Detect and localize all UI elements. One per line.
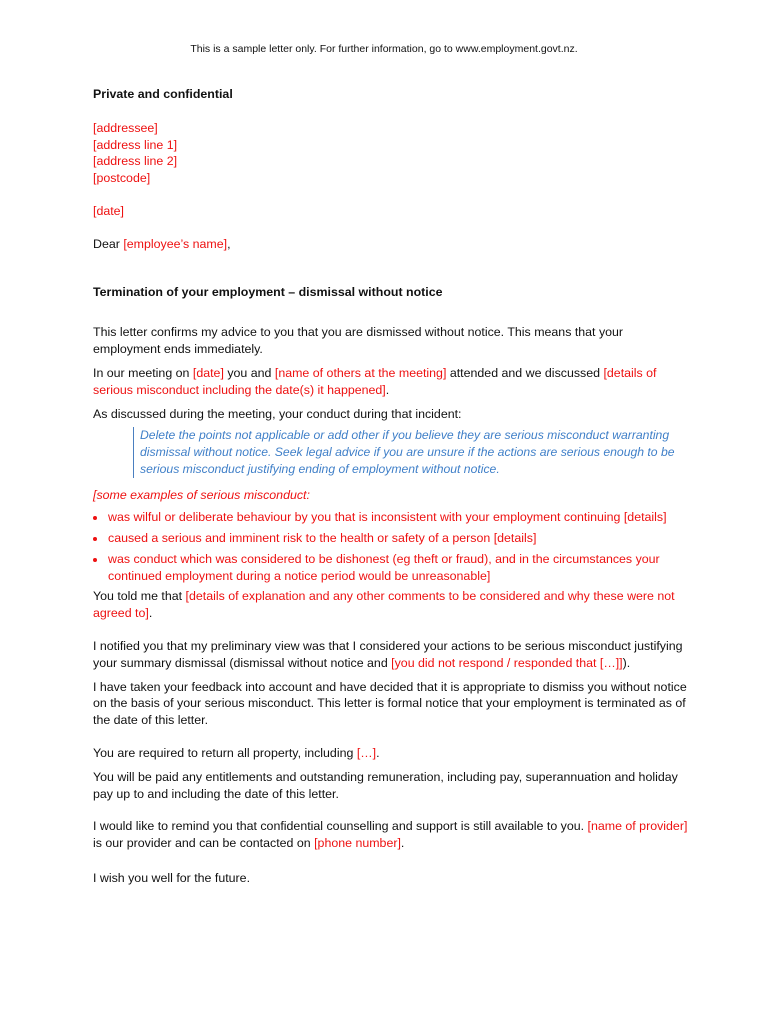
address-line: [postcode]: [93, 171, 151, 186]
greeting-name: [employee’s name]: [123, 236, 228, 251]
placeholder-text: [details of explanation and any other comments to be considered and why these were not agreed to]: [93, 589, 675, 621]
list-item-text: caused a serious and imminent risk to the health or safety of a person [details]: [108, 530, 537, 545]
greeting-dear: Dear: [93, 236, 124, 251]
address-line: [address line 2]: [93, 154, 178, 169]
text-run: you and: [223, 365, 275, 380]
letter-date: [date]: [93, 203, 125, 218]
paragraph-9: [93, 818, 693, 852]
text-run: ).: [622, 655, 631, 670]
address-block: [93, 120, 693, 187]
text-run: is our provider and can be contacted on: [93, 836, 315, 851]
list-item: [93, 509, 693, 526]
bullet-icon: [93, 558, 97, 562]
text-run: I notified you that my preliminary view was that I considered your actions to be serious misconduct justifying your summary dismissal (dismissal without notice and: [93, 638, 683, 670]
paragraph-6: I have taken your feedback into account and have decided that it is appropriate to dismiss you without notice on the basis of your serious misconduct. This letter is formal notice that your employment is terminated as of the date of this letter.: [93, 679, 687, 728]
confidential-label: Private and confidential: [93, 87, 233, 101]
text-run: .: [376, 745, 380, 760]
text-run: You told me that: [93, 589, 186, 604]
list-item-text: was wilful or deliberate behaviour by you that is inconsistent with your employment continuing [details]: [108, 510, 667, 525]
paragraph-2: [93, 365, 693, 399]
list-item: [93, 530, 693, 547]
address-line: [address line 1]: [93, 137, 178, 152]
text-run: attended and we discussed: [446, 365, 604, 380]
placeholder-text: [details of serious misconduct including the date(s) it happened]: [93, 365, 657, 397]
paragraph-7: [93, 745, 693, 762]
text-run: In our meeting on: [93, 365, 193, 380]
text-run: .: [148, 606, 153, 621]
placeholder-text: [date]: [192, 365, 224, 380]
paragraph-5: [93, 638, 693, 672]
placeholder-text: [name of provider]: [587, 819, 688, 834]
examples-list: [93, 509, 693, 584]
letter-subject: Termination of your employment – dismissal without notice: [93, 284, 443, 299]
placeholder-text: [name of others at the meeting]: [274, 365, 447, 380]
text-run: .: [400, 836, 405, 851]
examples-title: [some examples of serious misconduct:: [93, 488, 310, 503]
bullet-icon: [93, 516, 97, 520]
list-item: [93, 551, 693, 585]
list-item-text: was conduct which was considered to be dishonest (eg theft or fraud), and in the circumstances your continued employment during a notice period would be unreasonable]: [108, 551, 660, 583]
greeting-comma: ,: [227, 236, 231, 251]
text-run: .: [385, 382, 390, 397]
paragraph-10: I wish you well for the future.: [93, 870, 251, 885]
greeting: [93, 236, 693, 253]
text-run: You are required to return all property, including: [93, 745, 357, 760]
paragraph-1: This letter confirms my advice to you that you are dismissed without notice. This means that your employment ends immediately.: [93, 325, 624, 357]
bullet-icon: [93, 537, 97, 541]
address-line: [addressee]: [93, 120, 158, 135]
placeholder-text: […]: [356, 745, 377, 760]
paragraph-8: You will be paid any entitlements and outstanding remuneration, including pay, superannuation and holiday pay up to and including the date of this letter.: [93, 769, 678, 801]
placeholder-text: [phone number]: [314, 836, 401, 851]
text-run: I would like to remind you that confidential counselling and support is still available to you.: [93, 819, 588, 834]
letter-body: [93, 86, 693, 887]
header-note: This is a sample letter only. For further information, go to www.employment.govt.nz.: [190, 43, 578, 55]
guidance-note: Delete the points not applicable or add other if you believe they are serious misconduct warranting dismissal without notice. Seek legal advice if you are unsure if the actions are serious enough to be serious misconduct justifying ending of employment without notice.: [133, 427, 693, 478]
paragraph-3: As discussed during the meeting, your conduct during that incident:: [93, 406, 462, 421]
placeholder-text: [you did not respond / responded that […]]: [391, 655, 623, 670]
paragraph-4: [93, 588, 693, 622]
